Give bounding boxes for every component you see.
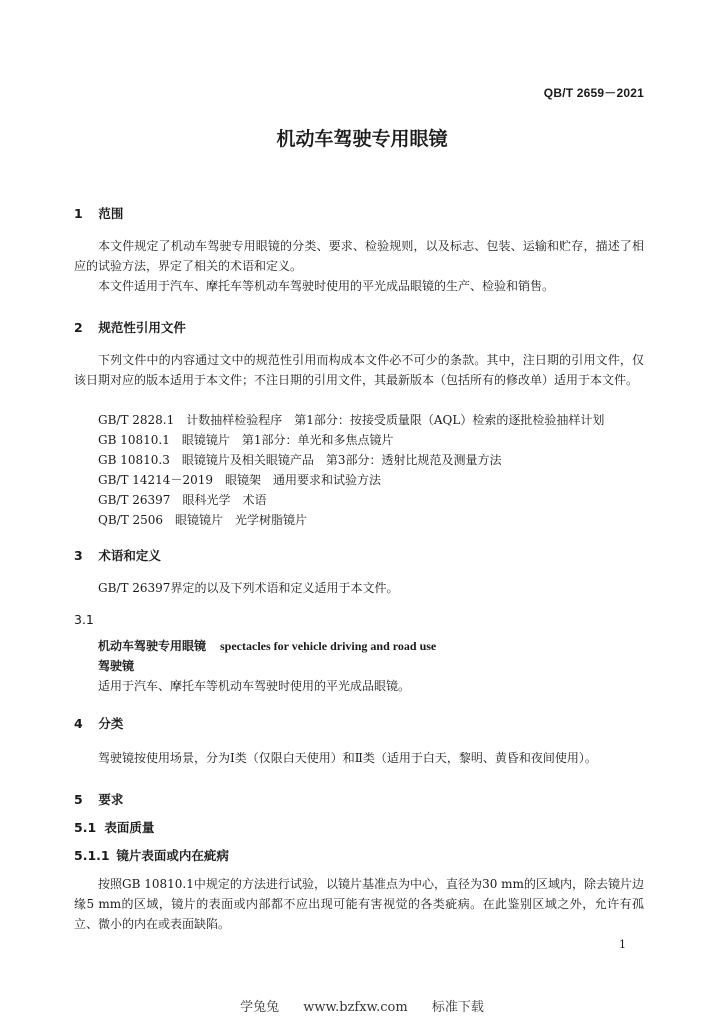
section-number: 1 [74, 206, 83, 221]
section-title: 要求 [98, 792, 124, 807]
normative-reference: QB/T 2506 眼镜镜片 光学树脂镜片 [98, 513, 308, 527]
section-1-heading [74, 204, 123, 222]
footer-watermark [0, 996, 724, 1015]
section-number: 5 [74, 792, 83, 807]
section-1-paragraph-2: 本文件适用于汽车、摩托车等机动车驾驶时使用的平光成品眼镜的生产、检验和销售。 [98, 279, 555, 293]
section-2-paragraph-1: 下列文件中的内容通过文中的规范性引用而构成本文件必不可少的条款。其中，注日期的引用文件，仅该日期对应的版本适用于本文件；不注日期的引用文件，其最新版本（包括所有的修改单）适用于本文件。 [74, 353, 644, 387]
normative-reference: GB 10810.1 眼镜镜片 第1部分：单光和多焦点镜片 [98, 433, 394, 447]
term-chinese: 机动车驾驶专用眼镜 [98, 639, 207, 653]
subsection-5-1-1-heading [74, 846, 229, 864]
normative-reference: GB/T 14214－2019 眼镜架 通用要求和试验方法 [98, 473, 381, 487]
document-title: 机动车驾驶专用眼镜 [276, 128, 448, 150]
section-4-paragraph-1: 驾驶镜按使用场景，分为Ⅰ类（仅限白天使用）和Ⅱ类（适用于白天，黎明、黄昏和夜间使用）。 [98, 751, 597, 765]
section-3-paragraph-1: GB/T 26397界定的以及下列术语和定义适用于本文件。 [98, 581, 399, 595]
subsection-5-1-heading [74, 818, 154, 836]
section-2-heading [74, 318, 186, 336]
section-4-heading [74, 714, 123, 732]
term-entry [98, 636, 436, 656]
normative-reference: GB/T 26397 眼科光学 术语 [98, 493, 267, 507]
section-1-paragraph-1: 本文件规定了机动车驾驶专用眼镜的分类、要求、检验规则，以及标志、包装、运输和贮存，描述了相应的试验方法，界定了相关的术语和定义。 [74, 239, 644, 273]
standard-code: QB/T 2659－2021 [543, 86, 644, 100]
section-5-heading [74, 790, 123, 808]
section-title: 术语和定义 [98, 548, 161, 563]
subsection-title: 表面质量 [104, 820, 155, 835]
section-5-paragraph-1: 按照GB 10810.1中规定的方法进行试验，以镜片基准点为中心，直径为30 mm的区域内，除去镜片边缘5 mm的区域，镜片的表面或内部都不应出现可能有害视觉的各类疵病。在此鉴别区域之外，允许有孤立、微小的内在或表面缺陷。 [74, 877, 644, 931]
subsection-number: 5.1.1 [74, 848, 110, 863]
normative-reference: GB 10810.3 眼镜镜片及相关眼镜产品 第3部分：透射比规范及测量方法 [98, 453, 502, 467]
section-title: 规范性引用文件 [98, 320, 186, 335]
section-title: 范围 [98, 206, 124, 221]
section-number: 3 [74, 548, 83, 563]
normative-reference: GB/T 2828.1 计数抽样检验程序 第1部分：按接受质量限（AQL）检索的逐批检验抽样计划 [98, 413, 605, 427]
term-number: 3.1 [74, 612, 94, 627]
section-number: 2 [74, 320, 83, 335]
subsection-number: 5.1 [74, 820, 97, 835]
footer-url[interactable]: www.bzfxw.com [303, 1000, 408, 1015]
page-number: 1 [619, 938, 626, 951]
subsection-title: 镜片表面或内在疵病 [116, 848, 229, 863]
term-english: spectacles for vehicle driving and road use [220, 639, 437, 653]
section-3-heading [74, 546, 161, 564]
section-number: 4 [74, 716, 83, 731]
footer-site-name: 学兔兔 [240, 1000, 280, 1015]
term-alternative-label: 驾驶镜 [98, 659, 135, 673]
section-title: 分类 [98, 716, 124, 731]
term-definition: 适用于汽车、摩托车等机动车驾驶时使用的平光成品眼镜。 [98, 679, 411, 693]
term-alternative [98, 656, 134, 676]
footer-tagline: 标准下载 [431, 1000, 484, 1015]
